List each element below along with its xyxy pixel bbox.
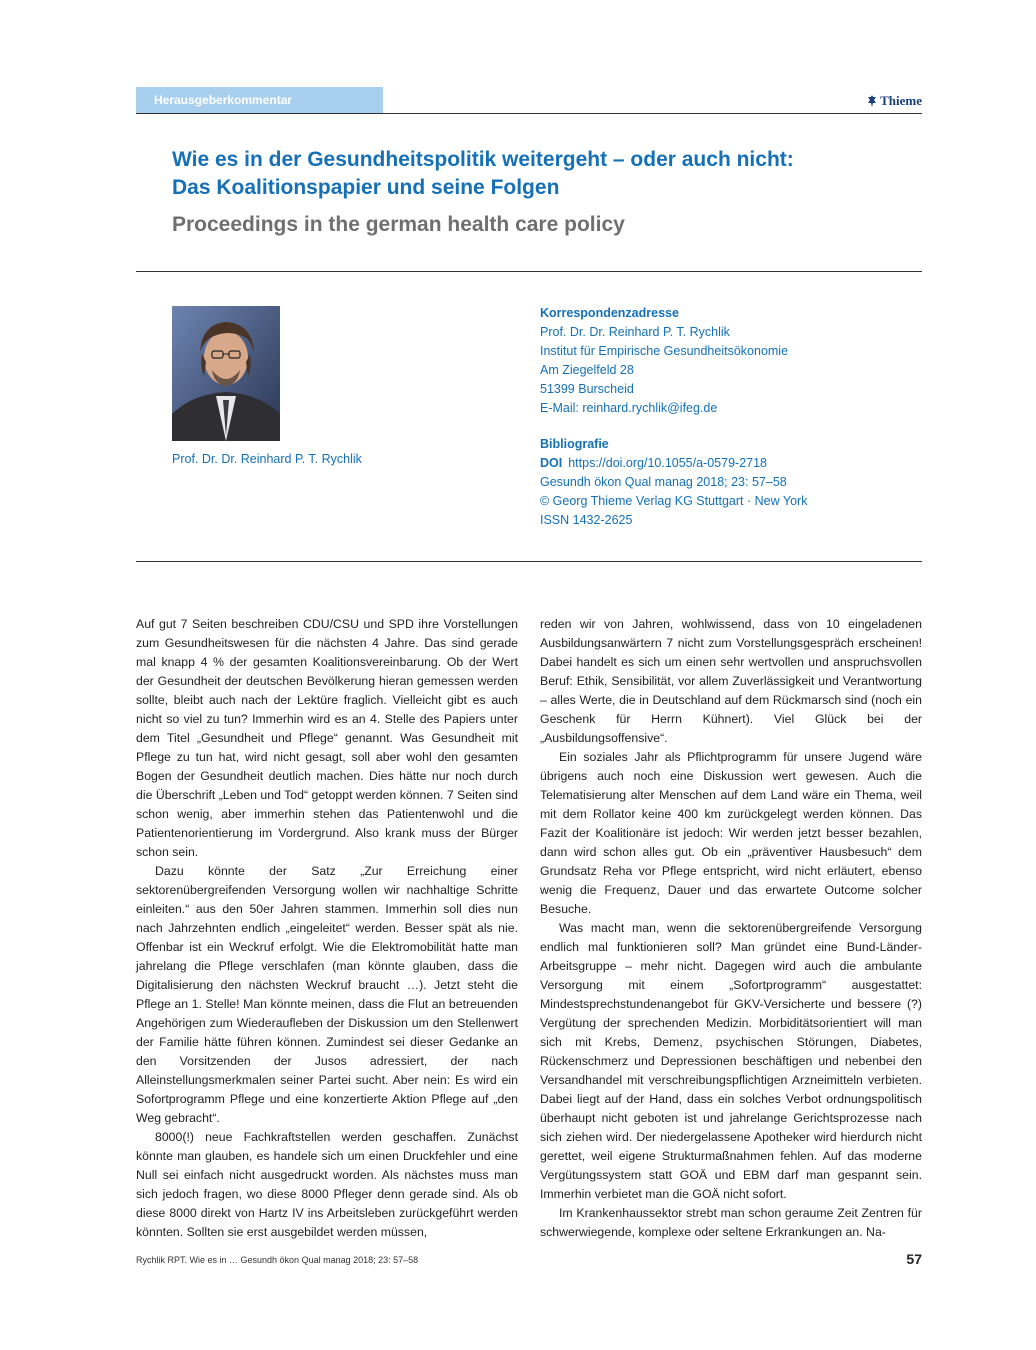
metadata-divider [136, 561, 922, 562]
correspondence-name: Prof. Dr. Dr. Reinhard P. T. Rychlik [540, 325, 730, 339]
body-paragraph: Dazu könnte der Satz „Zur Erreichung einer sektorenübergreifenden Versorgung wollen wir nachhaltige Schritte einleiten.“ aus den 50er Jahren stammen. Immerhin soll dies nun nach Jahrzehnten endlich „eingeleitet“ werden. Besser spät als nie. Offenbar ist ein Weckruf erfolgt. Wie die Elektromobilität hatte man jahrelang die Pflege verschlafen (man könnte glauben, dass die Digitalisierung den nächsten Weckruf braucht …). Jetzt steht die Pflege an 1. Stelle! Man könnte meinen, dass die Flut an betreuenden Angehörigen zum Wiederaufleben der Diskussion um den Stellenwert der Familie hätte führen können. Zumindest sei dieser Gedanke an den Vorsitzenden der Jusos adressiert, der nach Alleinstellungsmerkmalen seiner Partei sucht. Aber nein: Es wird ein Sofortprogramm Pflege und eine konzertierte Aktion Pflege auf „den Weg gebracht“. [136, 864, 518, 1125]
article-title-line2: Das Koalitionspapier und seine Folgen [172, 176, 560, 199]
author-photo-caption: Prof. Dr. Dr. Reinhard P. T. Rychlik [172, 452, 362, 466]
publisher-logo [867, 93, 922, 109]
body-paragraph: Im Krankenhaussektor strebt man schon geraume Zeit Zentren für schwerwiegende, komplexe oder seltene Erkrankungen an. Na- [540, 1206, 922, 1239]
correspondence-institute: Institut für Empirische Gesundheitsökonomie [540, 344, 789, 358]
article-title-line1: Wie es in der Gesundheitspolitik weitergeht – oder auch nicht: [172, 148, 794, 171]
header-divider [136, 113, 922, 114]
body-paragraph: Was macht man, wenn die sektorenübergreifende Versorgung endlich mal funktionieren soll? Man gründet eine Bund-Länder-Arbeitsgruppe – mehr nicht. Dagegen wird auch die ambulante Versorgung mit einem „Sofortprogramm“ ausgestattet: Mindestsprechstundenangebot für GKV-Versicherte und bessere (?) Vergütung der sprechenden Medizin. Morbiditätsorientiert will man sich mit Krebs, Demenz, psychischen Störungen, Diabetes, Rückenschmerz und Depressionen beschäftigen und nebenbei den Versandhandel mit verschreibungspflichtigen Arzneimitteln verbieten. Dabei liegt auf der Hand, dass ein solches Verbot ordnungspolitisch überhaupt nicht geboten ist und jahrelange Gerichtsprozesse nach sich ziehen wird. Der niedergelassene Apotheker wird hierdurch nicht gerettet, weil eigene Strukturmaßnahmen fehlen. Auf das moderne Vergütungssystem statt GOÄ und EBM darf man gespannt sein. Immerhin verbietet man die GOÄ nicht sofort. [540, 921, 922, 1201]
bibliography-heading: Bibliografie [540, 437, 609, 451]
body-paragraph: Auf gut 7 Seiten beschreiben CDU/CSU und SPD ihre Vorstellungen zum Gesundheitswesen für die nächsten 4 Jahre. Das sind gerade mal knapp 4 % der gesamten Koalitionsvereinbarung. Ob der Wert der Gesundheit der deutschen Bevölkerung hieran gemessen werden sollte, bleibt auch nach der Lektüre fraglich. Vielleicht gibt es auch nicht so viel zu tun? Immerhin wird es an 4. Stelle des Papiers unter dem Titel „Gesundheit und Pflege“ genannt. Was Gesundheit mit Pflege zu tun hat, wird nicht gesagt, soll aber wohl den gesamten Bogen der Gesundheit deutlich machen. Dies hätte nur noch durch die Überschrift „Leben und Tod“ getoppt werden können. 7 Seiten sind schon wenig, aber immerhin stehen das Patientenwohl und die Patientenorientierung im Vordergrund. Also krank muss der Bürger schon sein. [136, 617, 518, 859]
article-subtitle: Proceedings in the german health care policy [172, 213, 625, 236]
body-paragraph: 8000(!) neue Fachkraftstellen werden geschaffen. Zunächst könnte man glauben, es handele sich um einen Druckfehler und eine Null sei einfach nicht ausgedruckt worden. Als nächstes muss man sich jedoch fragen, wo diese 8000 Pfleger denn gerade sind. Als ob diese 8000 direkt von Hartz IV ins Arbeitsleben zurückgeführt werden könnten. Sollten sie erst ausgebildet werden müssen, [136, 1130, 518, 1239]
author-photo [172, 306, 280, 441]
body-column-left [136, 615, 518, 1242]
body-paragraph: reden wir von Jahren, wohlwissend, dass von 10 eingeladenen Ausbildungsanwärtern 7 nicht zum Vorstellungsgespräch erscheinen! Dabei handelt es sich um einen sehr wertvollen und anspruchsvollen Beruf: Ethik, Sensibilität, vor allem Zuverlässigkeit und Verantwortung – alles Werte, die in Deutschland auf dem Rückmarsch sind (noch ein Geschenk für Herrn Kühnert). Viel Glück bei der „Ausbildungsoffensive“. [540, 617, 922, 745]
thieme-emblem-icon [867, 95, 877, 107]
section-label-bar [136, 87, 383, 114]
bibliography-issn: ISSN 1432-2625 [540, 513, 633, 527]
publisher-name: Thieme [880, 93, 922, 108]
footer-citation: Rychlik RPT. Wie es in … Gesundh ökon Qual manag 2018; 23: 57–58 [136, 1255, 419, 1265]
bibliography-copyright: © Georg Thieme Verlag KG Stuttgart · New York [540, 494, 808, 508]
correspondence-heading: Korrespondenzadresse [540, 306, 679, 320]
bibliography-journal: Gesundh ökon Qual manag 2018; 23: 57–58 [540, 475, 787, 489]
correspondence-block [540, 304, 920, 530]
section-label: Herausgeberkommentar [154, 93, 293, 107]
doi-label: DOI [540, 456, 563, 470]
correspondence-email[interactable]: E-Mail: reinhard.rychlik@ifeg.de [540, 401, 718, 415]
body-column-right [540, 615, 922, 1242]
doi-link[interactable]: https://doi.org/10.1055/a-0579-2718 [568, 456, 767, 470]
correspondence-city: 51399 Burscheid [540, 382, 634, 396]
author-portrait-image [172, 306, 280, 441]
page-number: 57 [906, 1251, 922, 1267]
article-title [172, 146, 892, 202]
body-paragraph: Ein soziales Jahr als Pflichtprogramm für unsere Jugend wäre übrigens auch noch eine Diskussion wert gewesen. Auch die Telematisierung alter Menschen auf dem Land wäre ein Thema, weil mit dem Rollator keine 400 km zurückgelegt werden können. Das Fazit der Koalitionäre ist jedoch: Wir werden jetzt besser bezahlen, dann wird schon alles gut. Ob ein „präventiver Hausbesuch“ dem Grundsatz Reha vor Pflege entspricht, wird nicht erläutert, ebenso wenig die Frequenz, Dauer und das erwartete Outcome solcher Besuche. [540, 750, 922, 916]
bibliography-doi [540, 454, 920, 473]
title-divider [136, 271, 922, 272]
correspondence-street: Am Ziegelfeld 28 [540, 363, 634, 377]
